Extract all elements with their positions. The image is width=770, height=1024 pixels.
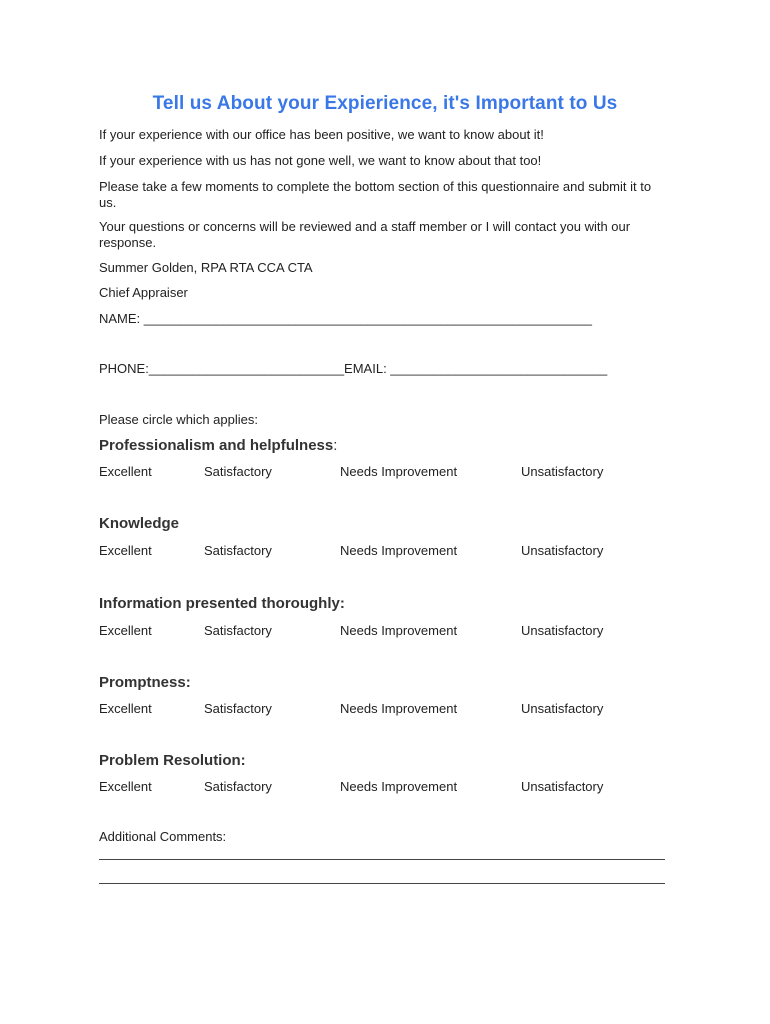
section-label: Professionalism and helpfulness bbox=[99, 437, 334, 454]
option-needs-improvement[interactable]: Needs Improvement bbox=[340, 701, 458, 716]
signature-name: Summer Golden, RPA RTA CCA CTA bbox=[99, 260, 313, 275]
comment-line-1[interactable] bbox=[99, 859, 665, 860]
option-excellent[interactable]: Excellent bbox=[99, 464, 152, 479]
section-suffix: : bbox=[333, 437, 338, 454]
name-field-line[interactable]: NAME: ______________________________________________________________ bbox=[99, 311, 593, 326]
comment-line-2[interactable] bbox=[99, 883, 665, 884]
option-excellent[interactable]: Excellent bbox=[99, 779, 152, 794]
page-title: Tell us About your Expierience, it's Important to Us bbox=[152, 93, 618, 114]
option-satisfactory[interactable]: Satisfactory bbox=[204, 779, 272, 794]
option-needs-improvement[interactable]: Needs Improvement bbox=[340, 779, 458, 794]
signature-role: Chief Appraiser bbox=[99, 285, 188, 300]
section-heading-professionalism bbox=[99, 437, 337, 454]
option-satisfactory[interactable]: Satisfactory bbox=[204, 623, 272, 638]
option-satisfactory[interactable]: Satisfactory bbox=[204, 464, 272, 479]
intro-paragraph-4: Your questions or concerns will be reviewed and a staff member or I will contact you with our response. bbox=[99, 219, 631, 250]
option-needs-improvement[interactable]: Needs Improvement bbox=[340, 623, 458, 638]
option-unsatisfactory[interactable]: Unsatisfactory bbox=[521, 623, 604, 638]
option-excellent[interactable]: Excellent bbox=[99, 543, 152, 558]
circle-instruction: Please circle which applies: bbox=[99, 412, 258, 427]
section-heading-knowledge: Knowledge bbox=[99, 515, 180, 532]
intro-paragraph-2: If your experience with us has not gone well, we want to know about that too! bbox=[99, 153, 542, 168]
option-needs-improvement[interactable]: Needs Improvement bbox=[340, 543, 458, 558]
additional-comments-label: Additional Comments: bbox=[99, 829, 227, 844]
option-unsatisfactory[interactable]: Unsatisfactory bbox=[521, 779, 604, 794]
section-heading-problem-resolution: Problem Resolution: bbox=[99, 752, 246, 769]
option-unsatisfactory[interactable]: Unsatisfactory bbox=[521, 543, 604, 558]
section-heading-promptness: Promptness: bbox=[99, 674, 191, 691]
intro-paragraph-3: Please take a few moments to complete the bottom section of this questionnaire and submit it to us. bbox=[99, 179, 652, 210]
option-unsatisfactory[interactable]: Unsatisfactory bbox=[521, 464, 604, 479]
option-satisfactory[interactable]: Satisfactory bbox=[204, 701, 272, 716]
option-excellent[interactable]: Excellent bbox=[99, 701, 152, 716]
option-excellent[interactable]: Excellent bbox=[99, 623, 152, 638]
option-satisfactory[interactable]: Satisfactory bbox=[204, 543, 272, 558]
section-heading-information: Information presented thoroughly: bbox=[99, 595, 345, 612]
option-unsatisfactory[interactable]: Unsatisfactory bbox=[521, 701, 604, 716]
intro-paragraph-1: If your experience with our office has been positive, we want to know about it! bbox=[99, 127, 544, 142]
option-needs-improvement[interactable]: Needs Improvement bbox=[340, 464, 458, 479]
phone-email-field-line[interactable]: PHONE:___________________________EMAIL: ______________________________ bbox=[99, 361, 608, 376]
